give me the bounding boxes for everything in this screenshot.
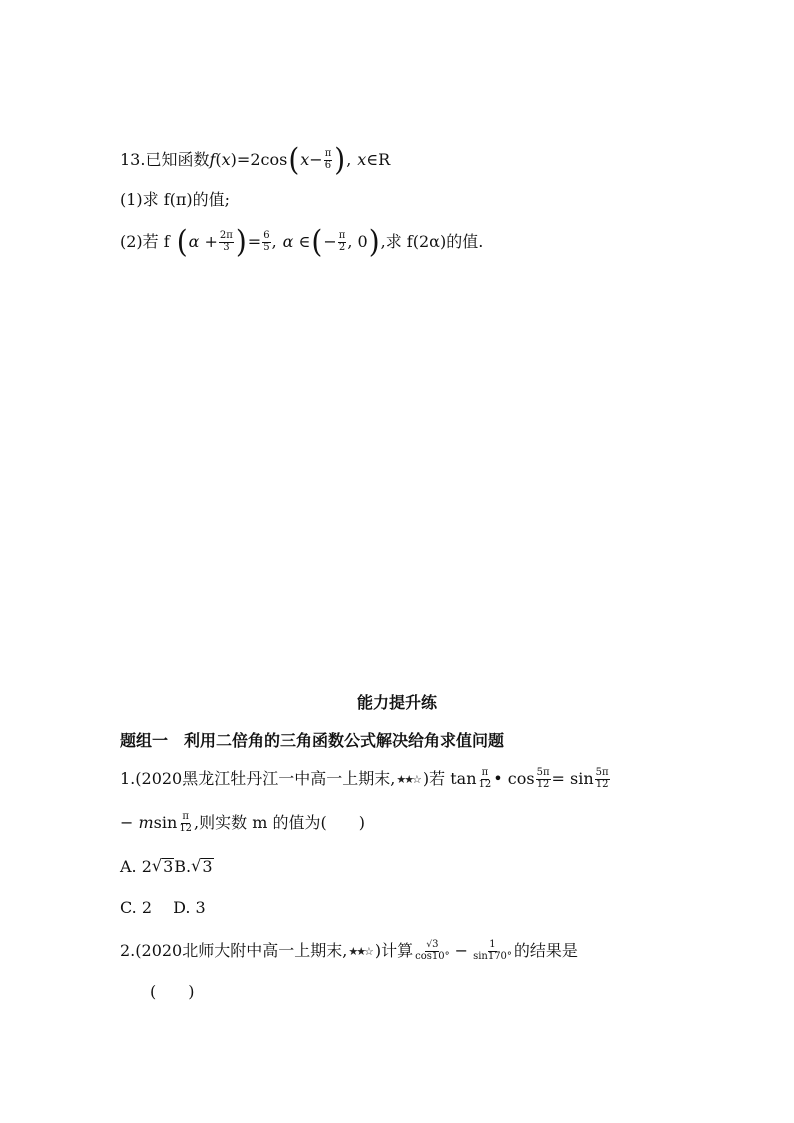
q1-frac-pi-12	[478, 768, 493, 790]
q1-option-b: B.	[174, 856, 192, 876]
q13-close-paren: )	[230, 150, 237, 169]
q13-x: x	[221, 150, 231, 169]
q1-option-a-radicand: 3	[163, 857, 174, 876]
q13-f: f	[209, 150, 216, 169]
q1-lead: 1.(2020黑龙江牡丹江一中高一上期末,	[120, 769, 396, 788]
q1-frac-den: 12	[595, 778, 609, 790]
q1-eq-sin: = sin	[551, 769, 594, 788]
q13-frac-num: π	[338, 230, 346, 241]
q13-part2-lead: (2)若 f	[120, 232, 170, 251]
q2-frac1-radicand: 3	[432, 939, 439, 950]
q2-frac2-den: sin170°	[473, 950, 512, 962]
q13-stem-text: 已知函数	[145, 150, 210, 169]
q13-minus: −	[309, 150, 323, 169]
q13-frac-den: 2	[338, 241, 346, 253]
q2-tail: 的结果是	[513, 941, 578, 960]
q1-option-a-sqrt: √ 3	[151, 856, 174, 876]
q1-frac-num: π	[182, 811, 189, 822]
q1-sin: sin	[153, 813, 178, 832]
q13-frac-den: 3	[223, 241, 230, 253]
q2-lead: 2.(2020北师大附中高一上期末,	[120, 941, 348, 960]
q1-frac-den: 12	[536, 778, 550, 790]
q13-interval-close-paren: )	[368, 223, 380, 260]
q2-blank	[150, 984, 195, 1000]
q13-comma: ,	[346, 150, 352, 169]
q13-alpha-in: α ∈	[282, 232, 311, 251]
q1-frac-5pi-12	[536, 768, 551, 790]
q1-minus-m: − m	[120, 813, 154, 832]
q1-line2-tail: ,则实数 m 的值为( )	[194, 813, 365, 832]
q2-frac1	[414, 940, 450, 962]
q1-stem	[120, 768, 611, 790]
q1-option-cd: C. 2 D. 3	[120, 898, 206, 917]
difficulty-stars-icon: ★★☆	[396, 772, 420, 786]
q2-frac1-den: cos10°	[415, 950, 450, 962]
q13-part1-text: (1)求 f(π)的值;	[120, 190, 231, 209]
q1-frac-num: 5π	[536, 767, 550, 778]
difficulty-stars-icon: ★★☆	[348, 944, 372, 958]
q2-frac2	[472, 940, 513, 962]
q1-frac-den: 12	[478, 778, 492, 790]
q13-frac-6-5	[262, 231, 270, 253]
q1-frac-num: 5π	[595, 767, 609, 778]
q1-option-b-radicand: 3	[202, 857, 213, 876]
q13-part2-open-paren: (	[176, 223, 188, 260]
q1-dot-cos: • cos	[493, 769, 535, 788]
q1-frac-5pi-12b	[595, 768, 610, 790]
q13-comma2: ,	[271, 232, 277, 251]
q2-close-calc: )计算	[374, 941, 414, 960]
q13-x-inner: x	[300, 150, 310, 169]
q1-option-b-sqrt: √ 3	[191, 856, 213, 876]
q13-eq2: =	[247, 232, 262, 251]
q13-frac-num: 2π	[219, 230, 233, 241]
q13-number: 13.	[120, 150, 146, 169]
q13-alpha-plus: α +	[188, 232, 218, 251]
q13-big-open-paren: (	[288, 141, 300, 178]
q13-frac-pi-6	[324, 149, 333, 171]
q2-frac1-num: √3	[426, 939, 439, 950]
q13-frac-2pi-3	[219, 231, 234, 253]
q13-part2-close-paren: )	[235, 223, 247, 260]
q13-frac-num: 6	[263, 230, 270, 241]
group-title: 题组一 利用二倍角的三角函数公式解决给角求值问题	[120, 731, 505, 750]
q1-close-tan: )若 tan	[422, 769, 477, 788]
q2-minus: −	[454, 941, 469, 960]
q2-frac2-num: 1	[489, 939, 496, 950]
q13-part1	[120, 192, 230, 208]
q13-frac-den: 6	[324, 159, 332, 171]
q2-answer-blank: ( )	[150, 982, 195, 1001]
q13-domain-tail: ∈R	[366, 150, 391, 169]
q1-options-ab	[120, 858, 214, 875]
q13-frac-num: π	[324, 148, 332, 159]
q1-line2	[120, 812, 365, 834]
q1-option-a: A. 2	[120, 856, 152, 876]
q13-part2-tail: ,求 f(2α)的值.	[380, 232, 484, 251]
q2-stem	[120, 940, 578, 962]
q13-domain-x: x	[357, 150, 367, 169]
q13-minus2: −	[323, 232, 337, 251]
q13-frac-pi-2	[338, 231, 347, 253]
q1-frac-pi-12b	[178, 812, 193, 834]
section-title: 能力提升练	[356, 693, 437, 712]
q13-interval-open-paren: (	[311, 223, 323, 260]
q1-frac-den: 12	[179, 822, 193, 834]
q13-part2	[120, 223, 484, 260]
q13-zero: , 0	[347, 232, 368, 251]
q13-big-close-paren: )	[334, 141, 346, 178]
q1-options-cd	[120, 900, 206, 916]
q13-eq-2cos: =2cos	[236, 150, 288, 169]
q13-stem	[120, 141, 391, 178]
q13-frac-den: 5	[263, 241, 270, 253]
q1-frac-num: π	[481, 767, 489, 778]
q13-open-paren: (	[215, 150, 222, 169]
